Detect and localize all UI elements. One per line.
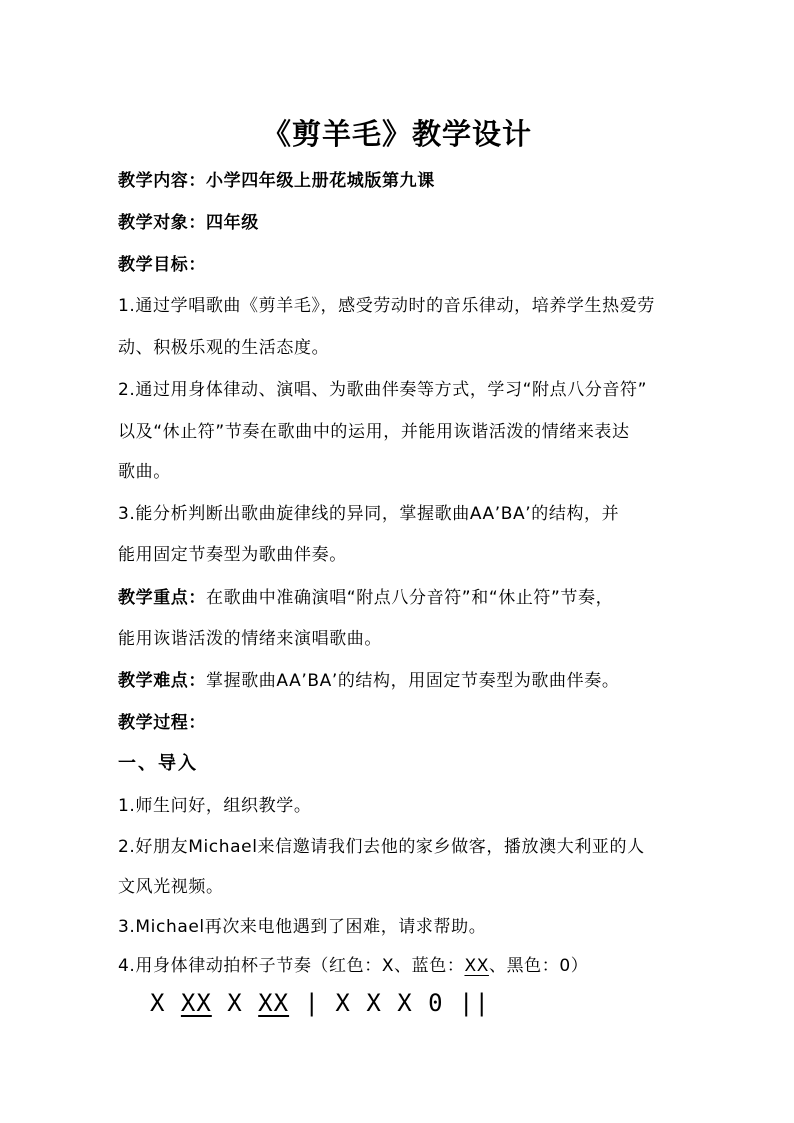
teaching-goals-heading: 教学目标：: [118, 255, 206, 275]
goal-3-line-1: 3.能分析判断出歌曲旋律线的异同，掌握歌曲AA’BA’的结构，并: [118, 504, 620, 524]
step-4: [118, 955, 698, 977]
section-1-heading: 一、导入: [118, 753, 198, 774]
rhythm-notation: [150, 988, 490, 1018]
rhythm-token-5: | X X X 0 ||: [289, 989, 490, 1017]
step-3: 3.Michael再次来电他遇到了困难，请求帮助。: [118, 917, 487, 937]
step-4-blue-rhythm: XX: [464, 956, 489, 976]
teaching-difficulty-line: [118, 670, 698, 692]
goal-3-line-2: 能用固定节奏型为歌曲伴奏。: [118, 545, 347, 565]
step-2-line-1: 2.好朋友Michael来信邀请我们去他的家乡做客，播放澳大利亚的人: [118, 837, 645, 857]
teaching-content-value: 小学四年级上册花城版第九课: [206, 171, 435, 191]
teaching-key-line-1: [118, 587, 698, 609]
teaching-difficulty-label: 教学难点：: [118, 671, 206, 691]
teaching-key-text: 在歌曲中准确演唱“附点八分音符”和“休止符”节奏，: [206, 588, 614, 608]
teaching-content-line: [118, 170, 698, 192]
goal-2-line-1: 2.通过用身体律动、演唱、为歌曲伴奏等方式，学习“附点八分音符”: [118, 380, 648, 400]
step-2-line-2: 文风光视频。: [118, 877, 224, 897]
teaching-key-label: 教学重点：: [118, 588, 206, 608]
rhythm-token-3: X: [211, 989, 259, 1017]
goal-1-line-1: 1.通过学唱歌曲《剪羊毛》，感受劳动时的音乐律动，培养学生热爱劳: [118, 296, 655, 316]
teaching-object-line: [118, 212, 698, 234]
page-title: 《剪羊毛》教学设计: [261, 117, 532, 151]
step-1: 1.师生问好，组织教学。: [118, 796, 312, 816]
rhythm-token-2: XX: [180, 989, 212, 1017]
teaching-difficulty-text: 掌握歌曲AA’BA’的结构，用固定节奏型为歌曲伴奏。: [206, 671, 620, 691]
teaching-object-label: 教学对象：: [118, 213, 206, 233]
teaching-object-value: 四年级: [206, 213, 259, 233]
step-4-prefix: 4.用身体律动拍杯子节奏（红色：X、蓝色：: [118, 956, 465, 976]
goal-1-line-2: 动、积极乐观的生活态度。: [118, 338, 330, 358]
step-4-suffix: 、黑色：0）: [488, 956, 589, 976]
teaching-key-line-2: 能用诙谐活泼的情绪来演唱歌曲。: [118, 629, 382, 649]
goal-2-line-3: 歌曲。: [118, 462, 171, 482]
rhythm-token-4: XX: [258, 989, 290, 1017]
teaching-content-label: 教学内容：: [118, 171, 206, 191]
teaching-process-heading: 教学过程：: [118, 713, 206, 733]
goal-2-line-2: 以及“休止符”节奏在歌曲中的运用，并能用诙谐活泼的情绪来表达: [118, 422, 630, 442]
rhythm-token-1: X: [150, 989, 181, 1017]
